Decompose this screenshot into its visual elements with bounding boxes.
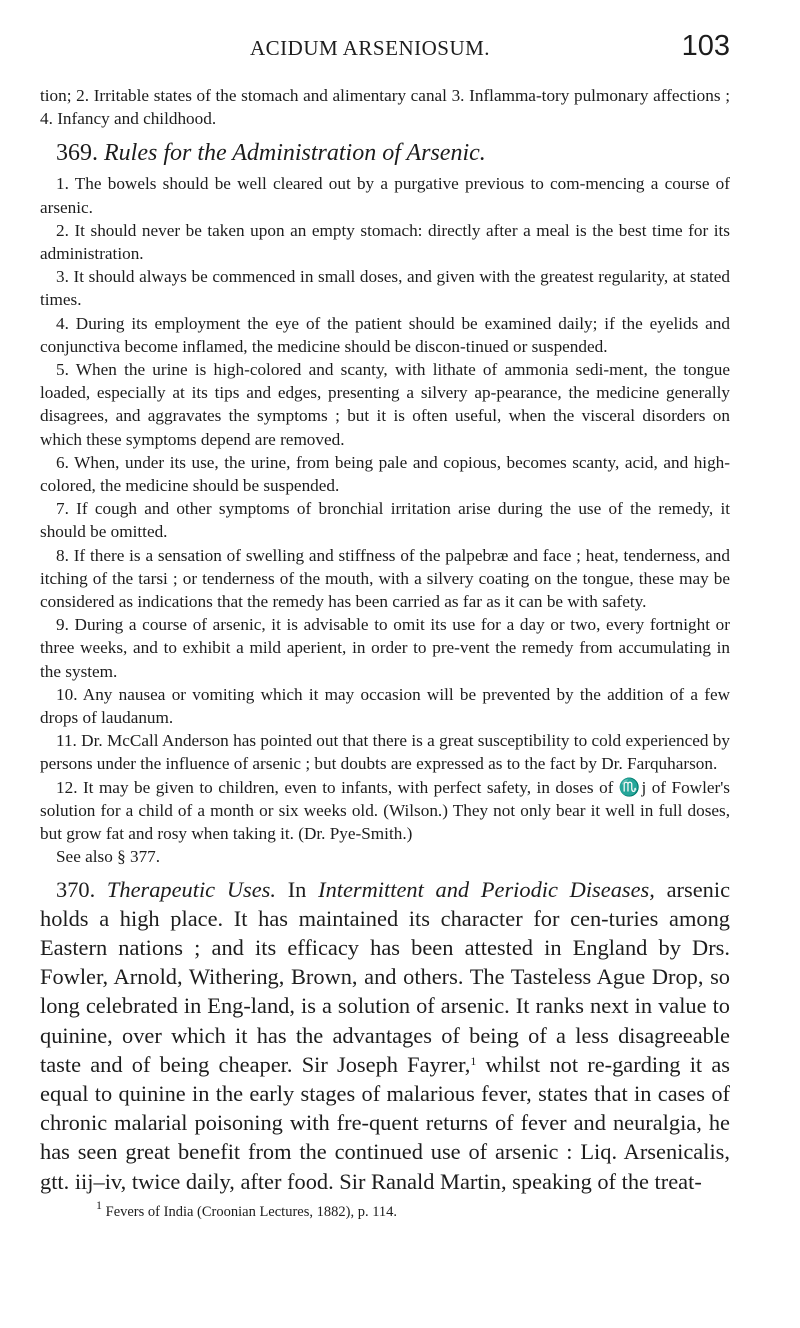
page-number: 103 <box>681 30 730 62</box>
continued-paragraph: tion; 2. Irritable states of the stomach and alimentary canal 3. Inflamma-tory pulmonary affections ; 4. Infancy and childhood. <box>40 86 730 129</box>
page-body <box>40 84 730 1222</box>
rule-5: 5. When the urine is high-colored and scanty, with lithate of ammonia sedi-ment, the tongue loaded, especially at its tips and edges, presenting a silvery ap-pearance, the medicine generally disagrees, and aggravates the symptoms ; but it is often useful, when the visceral disorders on which these symptoms depend are removed. <box>40 360 730 449</box>
section-369-heading <box>56 138 730 168</box>
rule-4: 4. During its employment the eye of the patient should be examined daily; if the eyelids and conjunctiva become inflamed, the medicine should be discon-tinued or suspended. <box>40 313 730 356</box>
rule-2: 2. It should never be taken upon an empty stomach: directly after a meal is the best time for its administration. <box>40 220 730 264</box>
section-370-number: 370. <box>56 876 96 902</box>
footnote-text: Fevers of India (Croonian Lectures, 1882), p. 114. <box>105 1203 398 1220</box>
section-370-title: Therapeutic Uses. <box>106 876 276 902</box>
section-369-number: 369. <box>56 140 98 167</box>
section-370-subtitle: Intermittent and Periodic Diseases, <box>318 876 655 902</box>
running-head: ACIDUM ARSENIOSUM. <box>250 36 491 60</box>
see-also-reference: See also § 377. <box>56 847 161 867</box>
rule-9: 9. During a course of arsenic, it is advisable to omit its use for a day or two, every fortnight or three weeks, and to exhibit a mild aperient, in order to pre-vent the remedy from accumulating in the system. <box>40 615 730 681</box>
footnote <box>40 1197 730 1222</box>
footnote-marker: 1 <box>96 1197 102 1212</box>
section-370-text-part1: arsenic holds a high place. It has maintained its character for cen-turies among Eastern nations ; and its efficacy has been attested in England by Drs. Fowler, Arnold, Withering, Brown, and others. The Tasteless Ague Drop, so long celebrated in Eng-land, is a solution of arsenic. It ranks next in value to quinine, over which it has the advantages of being of a less disagreeable taste and of being cheaper. Sir Joseph Fayrer, <box>40 876 731 1077</box>
rule-7: 7. If cough and other symptoms of bronchial irritation arise during the use of the remedy, it should be omitted. <box>40 499 730 542</box>
rule-1: 1. The bowels should be well cleared out by a purgative previous to com-mencing a course of arsenic. <box>40 174 730 217</box>
section-370-text-part2: whilst not re-garding it as equal to quinine in the early stages of malarious fever, states that in cases of chronic malarial poisoning with fre-quent returns of fever and neuralgia, he has seen great benefit from the continued use of arsenic : Liq. Arsenicalis, gtt. iij–iv, twice daily, after food. Sir Ranald Martin, speaking of the treat- <box>40 1051 730 1194</box>
page-header <box>40 30 730 76</box>
rule-3: 3. It should always be commenced in small doses, and given with the greatest regularity, at stated times. <box>40 267 730 310</box>
rule-8: 8. If there is a sensation of swelling and stiffness of the palpebræ and face ; heat, tenderness, and itching of the tarsi ; or tenderness of the mouth, with a silvery coating on the tongue, these may be considered as indications that the remedy has been carried as far as it can be with safety. <box>40 545 730 612</box>
rule-12: 12. It may be given to children, even to infants, with perfect safety, in doses of ♏j of Fowler's solution for a child of a month or six weeks old. (Wilson.) They not only bear it well in full doses, but grow fat and rosy when taking it. (Dr. Pye-Smith.) <box>40 777 730 844</box>
section-370-paragraph <box>40 875 730 1196</box>
footnote-reference: 1 <box>470 1053 477 1068</box>
section-370-lead: In <box>287 876 307 902</box>
rule-10: 10. Any nausea or vomiting which it may occasion will be prevented by the addition of a few drops of laudanum. <box>40 684 730 728</box>
rule-6: 6. When, under its use, the urine, from being pale and copious, becomes scanty, acid, and high-colored, the medicine should be suspended. <box>40 452 730 496</box>
section-369-title: Rules for the Administration of Arsenic. <box>104 140 486 167</box>
rule-11: 11. Dr. McCall Anderson has pointed out that there is a great susceptibility to cold experienced by persons under the influence of arsenic ; but doubts are expressed as to the fact by Dr. Farquharson. <box>40 731 730 774</box>
